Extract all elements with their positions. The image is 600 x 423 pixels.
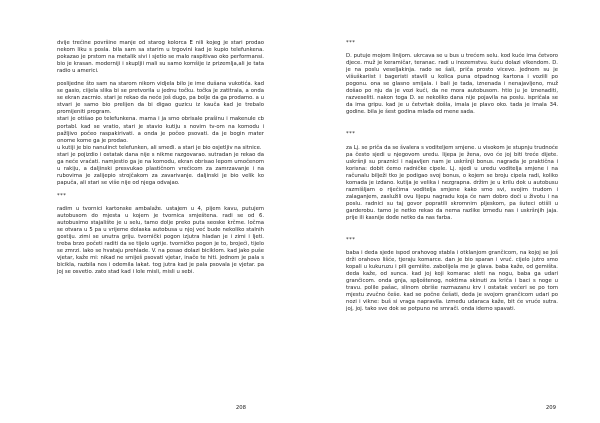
left-paragraph-1: dvije trećine površine manje od starog kolorca E nili kojeg je stari prodao nekom liku s posla. bila sam sa starim u trgovini kad je kupio telefunkena. pokazao je prstom na metalik sivi i sjetio se malo raspitivao oko performansi. bio je krasan. moderniji i skupljii mali su samo komšije iz prizemlja,ali je tata radio u americi.: [57, 40, 264, 75]
left-paragraph-2: poslijedne što sam na starom nikom vidjela bilo je ime dušana vukotića. kad se gasio, ciijela slika bi se pretvorila u jednu točku. točka je zatitrala, a onda se ekran zacrnio. stari je rekao da neće još dugo, pa bolje da ga prodamo. a u stvari je samo bio prelijen da bi digao guzicu iz kauča kad je trebalo promijeniti program.: [57, 81, 264, 116]
right-paragraph-2: za Lj. se priča da se švalera s voditeljem smjene. u visokom je stupnju trudnoće pa često sjedi u njegovom uredu. lijepa je žena, ovo će joj biti treće dijete. uskršnji su praznici i najavljen nam je uskršnji bonus. nagrada je praktična i korisna: dobit ćemo radničke cipele. Lj. sjedi u uredu voditelja smjene i na računalu bilježi tko je podigao svoj bonus, o kojem se broju cipela radi, koliko komada je izdano. kutija je velika i nezgrapna. držim je u krilu dok u autobusu razmišljam o riječima voditelja smjene kako smo svi, svojim trudom i zalaganjem, zaslužili ovu lijepu nagradu koja će nam dobro doći u životu i na poslu. radnici su taj govor popratili skromnim pljeskom, pa šuteci otišli u garderobu. tamo je netko rekao da nema razlike između nas i uskršnjih jaja. prije ili kasnije dođe netko da nas farba.: [346, 144, 558, 221]
section-separator-middle: ***: [346, 131, 356, 138]
right-paragraph-3: baba i deda sjede ispod orahovog stabla i otklanjom grančicom, na kojoj se još drži orahovo lišće, tjeraju komarce. dan je bio sparan i vruć. cijelo jutro smo kopali u kukuruzu i pili gemište. zabolijela me je glava. baba kaže, od gemišta. deda kaže, od sunca. kad joj koji komarac sleti na nogu, baba ga udari grančicom. onda gnja, spljoštenog, noktima skinuti za kriča i baci s noge u travu. polile pašac, slinom obriše razmazanu krv i ostatak većeri se po tom mjestu zvučno češe. kad se počne češati, deda je svojom grančicom udari po nozi i vikne: buš si vraga napravila. između udaraca kaže, bit će vruće sutra. joj, joj. tako sve dok se potpuno ne smrači. onda idemo spavati.: [346, 250, 558, 313]
page-number-left: 208: [235, 405, 246, 411]
right-page: [300, 0, 600, 423]
left-paragraph-4: u kutiji je bio nanulinct telefunken, ali smeđi. a stari je bio osjetljiv na sitnice.: [57, 144, 262, 151]
page-number-right: 209: [545, 405, 556, 411]
right-paragraph-1: D. putuje mojom linijom. ukrcava se u bus u trećem selu. kod kuće ima četvoro djece. muž je keramičar, teranac. radi u inozemstvu. kuću dolazi vikendom. D. je na poslu veseljakinja. rado se šali, priča prosto vicevo. jednom su je višuškariist i bageristi stavili u kolica puna otpadnog kartona i voziili po pogonu. ona se glasno smijala. i bali je tada, iznenada i nenajavljeno, muž došao po nju da je vozi kući, da ne mora autobusom. htio ju je iznenaditi, razveseliti. nakon toga D. se nekoliko dana nije pojavila na poslu. ispričala se da ima gripu. kad je u četvrtak došla, imala je plavo oko. tada je imala 34. godine. bila je šest godina mlađa od mene sada.: [346, 53, 558, 116]
section-separator-top: ***: [346, 40, 356, 46]
left-paragraph-6: radim u tvornici kartonske ambalaže. ustajem u 4, pijem kavu, putujem autobusom do mjesta u kojem je tvornica smještena. radi se od 6. autobusimo stajalište je u selu, tamo dolje preko puta seoske krčme. ločma se otvara u 5 pa u vrijeme dolaska autobusa u njoj već bude nekoliko stalnih gostiju. zimi se unutra griju. tvornički pogon izjutra hladan je i zimi i ljeti. treba brzo početi raditi da se tijelo ugrije. tvorničko pogon je to, brojeći, tijelo se zmrzi. lako se hvataju prehlade. V. na posao dolazi biciklom. kad jako puše vjetar, kaže mi: nikad ne smiješ psovati vjetar, inače te hiti. jednom je pala s bicikla, razbila nos i odemila lakat. tog jutra kad je pala psovala je vjetar. pa joj se osvetio. zato stad kad i lole misli, misli u sebi.: [57, 205, 264, 276]
section-separator: ***: [57, 192, 67, 199]
section-separator-bottom: ***: [346, 237, 356, 244]
left-paragraph-3: stari je otišao po telefunkena. mama i ja smo obrisale prašinu i makenule cb portabl. kad se vratio, stari je stavio kutiju s novim tv-om na komodu i pažljivo počeo raspakirivati. a onda je počeo psovati. da je bogin mater onome kome ga je prodao.: [57, 116, 264, 144]
left-paragraph-5: stari je pojizdio i ostatak dana nije s nikme razgovarao. sutradan je rekao da ga neće vraćati. namjestio ga je na komodu, ekran obrisao lepom umočenom u rakiju, a daljinski presvukao plastičnom vrećicom za zamrzavanje i na rubovima je zalijepio strojčakom za zavarivanje. daljinski je bio velik ko papuča, ali stari se više nije od njega odvajao.: [57, 151, 264, 186]
